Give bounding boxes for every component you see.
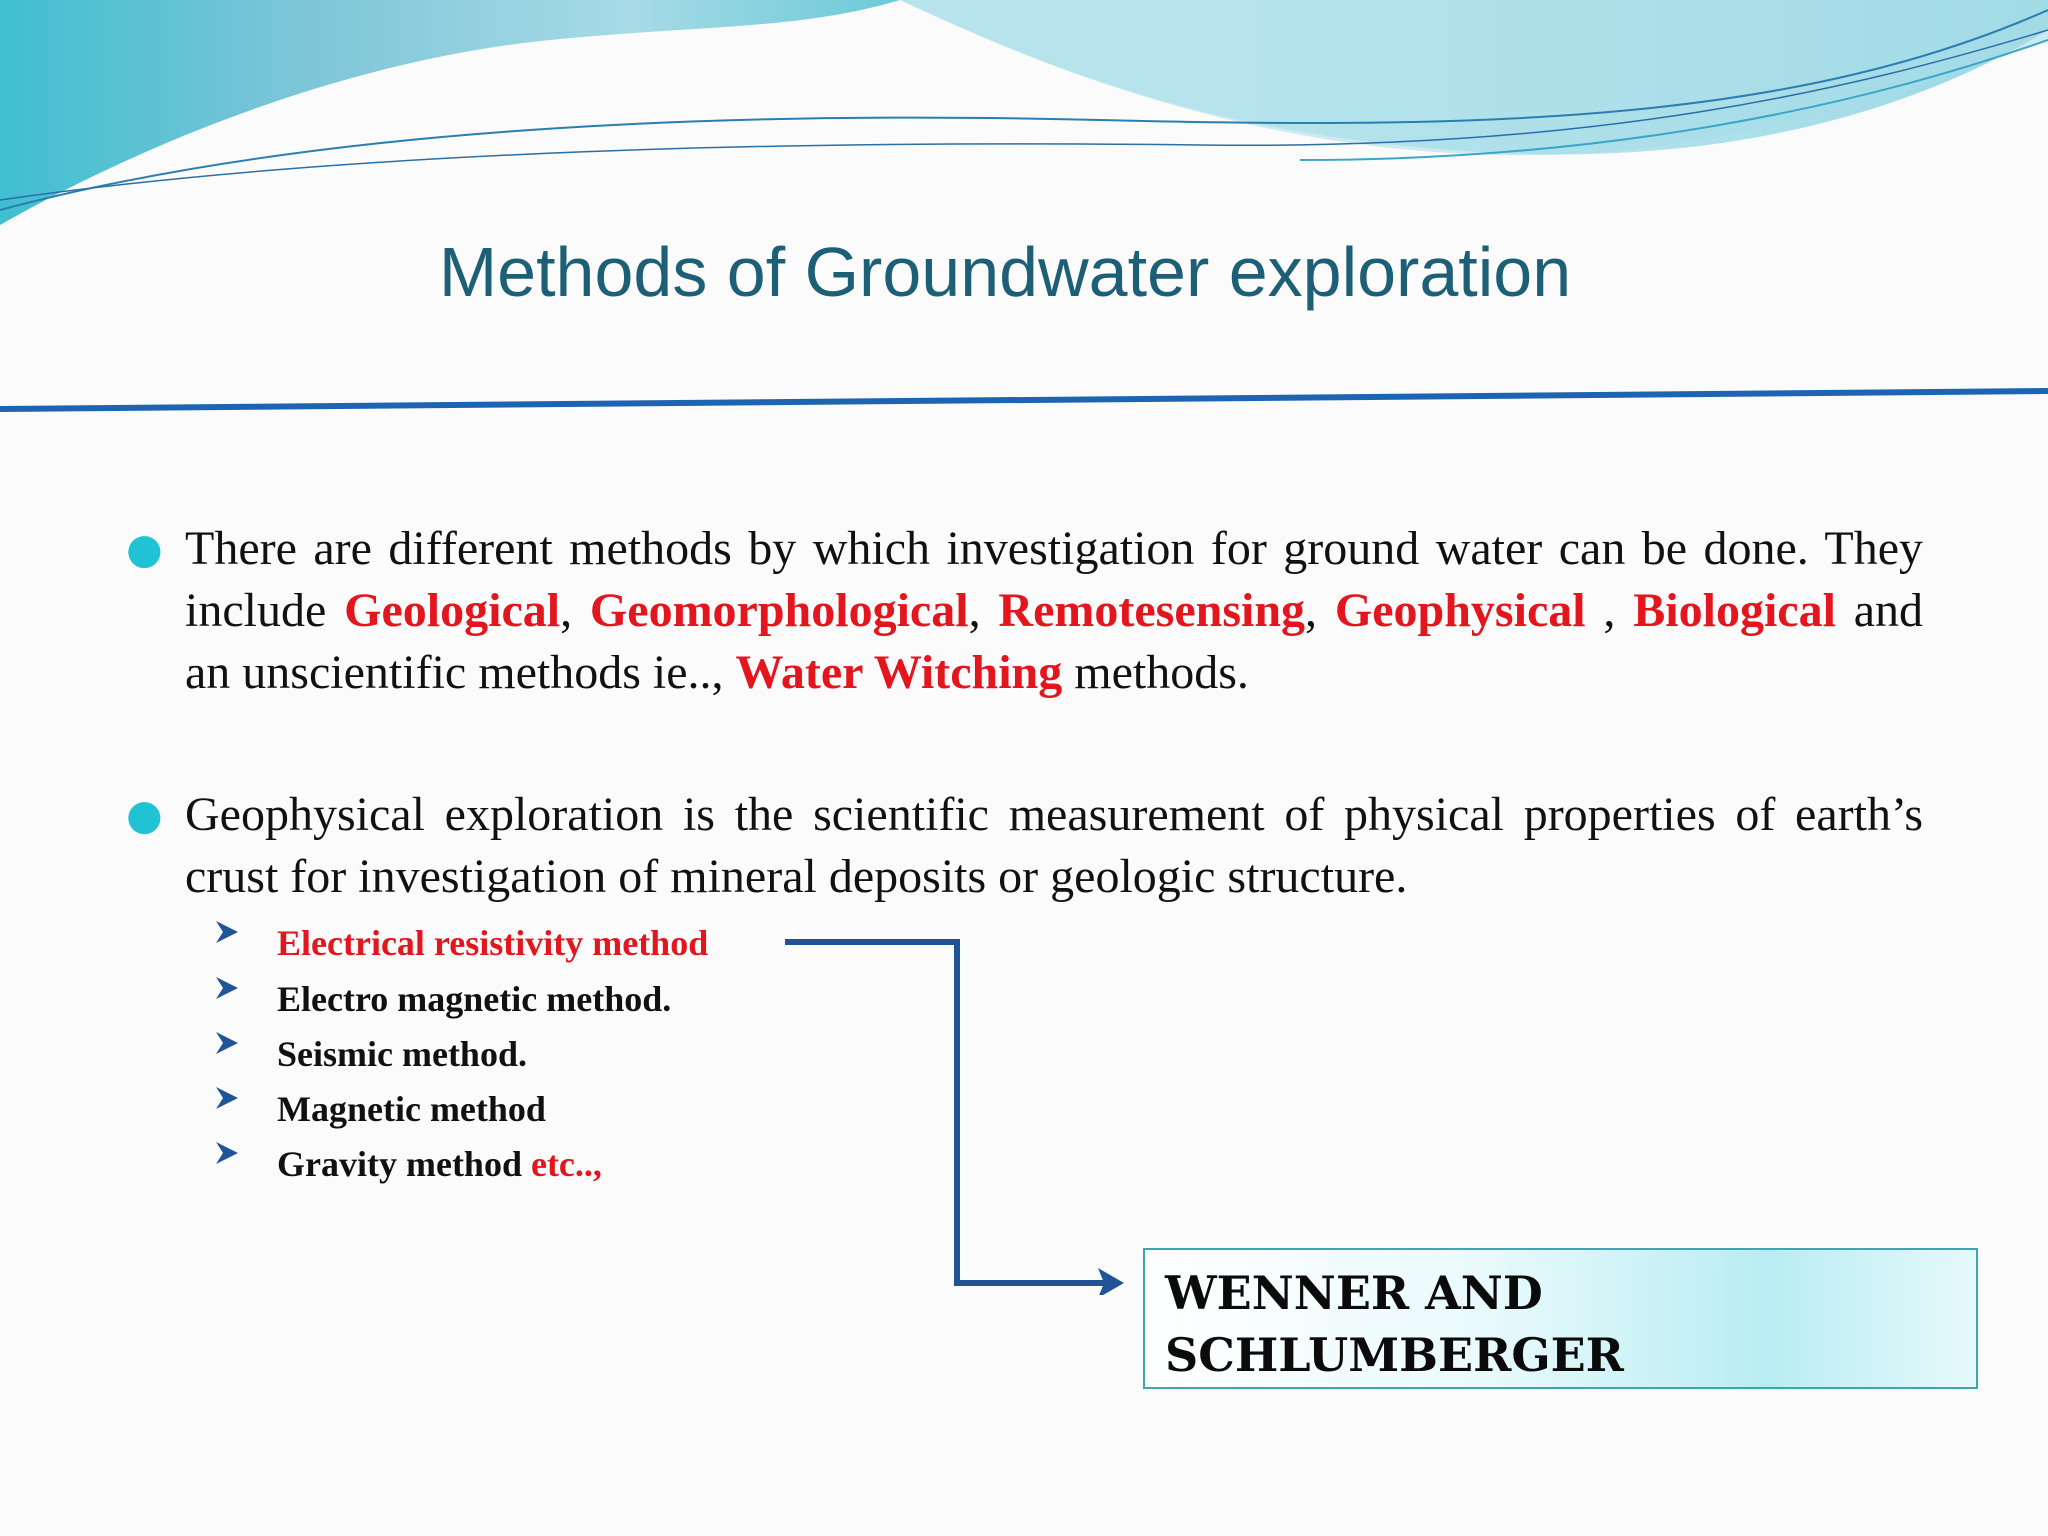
method-remotesensing: Remotesensing [998,584,1306,637]
method-geological: Geological [344,584,561,637]
method-geomorphological: Geomorphological [589,584,969,637]
arrowhead-bullet-icon [212,1083,242,1113]
arrowhead-bullet-icon [212,1138,242,1168]
bullet-methods-overview: ● There are different methods by which investigation for ground water can be done. They include Geological, Geomorphological, Remotesensing, Geophysical , Biological and an unscientific methods ie.., Water Witching methods. [185,518,1923,704]
etc-suffix: etc.., [530,1144,602,1184]
wenner-schlumberger-box: WENNER AND SCHLUMBERGER [1143,1248,1978,1389]
bullet-geophysical-definition: ● Geophysical exploration is the scientific measurement of physical properties of earth’s crust for investigation of mineral deposits or geologic structure. [185,784,1923,908]
arrowhead-bullet-icon [212,917,242,947]
bullet-dot-icon: ● [126,524,163,573]
header-wave-decoration [0,0,2048,240]
arrowhead-bullet-icon [212,973,242,1003]
method-geophysical: Geophysical [1334,584,1586,637]
title-divider-line [0,380,2048,420]
connector-arrow [780,935,1140,1295]
bullet-dot-icon: ● [126,790,163,839]
method-biological: Biological [1633,584,1836,637]
method-water-witching: Water Witching [735,646,1063,699]
page-title: Methods of Groundwater exploration [438,233,1572,311]
arrowhead-bullet-icon [212,1028,242,1058]
